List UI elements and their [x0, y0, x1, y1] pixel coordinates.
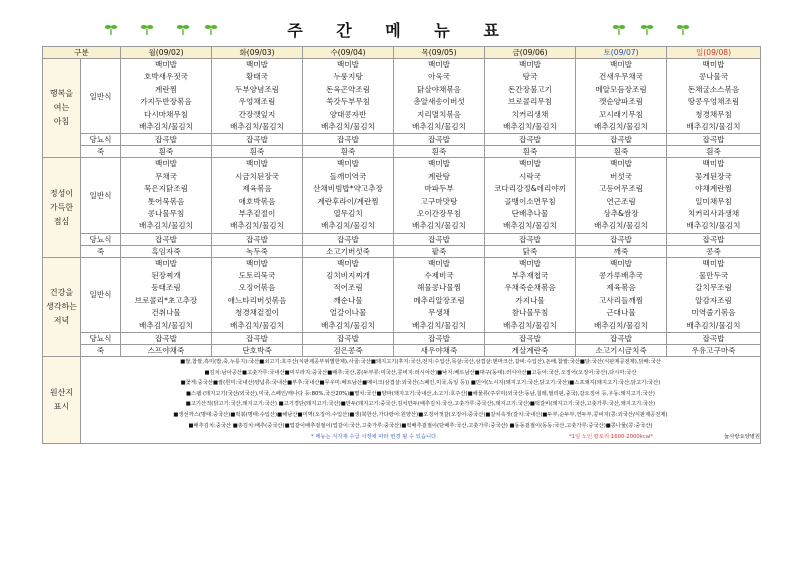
breakfast-diabetic-wed: 잡곡밥: [303, 134, 394, 146]
page-title: 주 간 메 뉴 표: [287, 21, 513, 40]
breakfast-diabetic-fri: 잡곡밥: [485, 134, 576, 146]
dinner-cell-wed: 백미밥 김치비지찌개 적어조림 깨순나물 얼갈이나물 배추김치/물김치: [303, 257, 394, 332]
origin-line: ■김치:남아공산■고춧가루:국내산■미꾸라지:중국산■배추:국산,콩(두부류:미국산,콩비지:러시아산)■낙지:베트남산■대구(동태):러시아산■고등어:국산,오징어(오징어:국산),다시마:국산: [204, 369, 637, 376]
dinner-label: 건강을 생각하는 저녁: [43, 257, 81, 356]
breakfast-diabetic-sat: 잡곡밥: [576, 134, 667, 146]
breakfast-porridge-label: 죽: [81, 146, 121, 158]
lunch-cell-thu: 백미밥 계란탕 마파두부 고구마맛탕 오이간장무침 배추김치/물김치: [394, 158, 485, 233]
dinner-porridge-sat: 소고기시금치죽: [576, 345, 667, 357]
origin-info: [81, 357, 761, 444]
dinner-porridge-row: [43, 345, 761, 357]
breakfast-diabetic-label: 당뇨식: [81, 134, 121, 146]
dinner-cell-tue: 백미밥 도토리묵국 오징어볶음 애느타리버섯볶음 청경채겉절이 배추김치/물김치: [212, 257, 303, 332]
dinner-porridge-mon: 스프야채죽: [121, 345, 212, 357]
breakfast-regular-row: [43, 59, 761, 134]
dinner-cell-sun: 백미밥 물만두국 갈치무조림 알감자조림 미역줄기볶음 배추김치/물김치: [667, 257, 761, 332]
breakfast-porridge-wed: 흰죽: [303, 146, 394, 158]
lunch-porridge-mon: 흑임자죽: [121, 245, 212, 257]
dinner-porridge-wed: 검은콩죽: [303, 345, 394, 357]
header-day-mon: 월(09/02): [121, 47, 212, 59]
footer-notes: [81, 432, 760, 443]
lunch-porridge-row: [43, 245, 761, 257]
dinner-diabetic-tue: 잡곡밥: [212, 333, 303, 345]
lunch-cell-fri: 백미밥 시락국 코다리강정&데리야끼 골뱅이소면무침 단배추나물 배추김치/물김치: [485, 158, 576, 233]
dinner-diabetic-row: [43, 333, 761, 345]
menu-change-note: * 메뉴는 식자재 수급 사정에 따라 변경 될 수 있습니다.: [311, 434, 438, 441]
lunch-cell-sun: 백미밥 꽃게된장국 야채계란찜 일미채무침 치커리사과생채 배추김치/물김치: [667, 158, 761, 233]
dinner-regular-label: 일반식: [81, 257, 121, 332]
calorie-note: *1일 노인 칼로리:1600-2000kcal*: [569, 434, 654, 441]
header-day-sat: 토(09/07): [576, 47, 667, 59]
breakfast-diabetic-thu: 잡곡밥: [394, 134, 485, 146]
lunch-porridge-label: 죽: [81, 245, 121, 257]
header-day-fri: 금(09/06): [485, 47, 576, 59]
breakfast-porridge-thu: 흰죽: [394, 146, 485, 158]
dinner-cell-sat: 백미밥 콩가루배추국 제육볶음 고사리들깨찜 근대나물 배추김치/물김치: [576, 257, 667, 332]
header-row: [43, 47, 761, 59]
breakfast-cell-mon: 백미밥 호박새우젓국 계란찜 가지두반장볶음 다시마채무침 배추김치/물김치: [121, 59, 212, 134]
dinner-diabetic-wed: 잡곡밥: [303, 333, 394, 345]
breakfast-porridge-mon: 흰죽: [121, 146, 212, 158]
origin-line: ■배추김치:중국산 ■총김치:배추(중국산)■업갈이배추겉절이(업갈이:국산,고춧가루:중국산)■떡배추겉절이(단배추:국산,고춧가루:중국산) ■동동겉절이(동동:국산,고춧가루:중국산)■콩나물(콩:중국산): [188, 422, 653, 429]
lunch-label: 정성이 가득한 점심: [43, 158, 81, 257]
origin-line: ■고기산적(닭고기:국산,돼지고기:국산) ■고기경단(돼지고기:국산)■만두(돼지고기:중국산,김치만두(배추김치:국산,고춧가루:중국산),돼지고기:국산)■떡갈비(돼지고기:국산,고춧가루:국산,돼지고기:국산): [185, 401, 656, 408]
lunch-regular-label: 일반식: [81, 158, 121, 233]
breakfast-porridge-tue: 흰죽: [212, 146, 303, 158]
breakfast-diabetic-mon: 잡곡밥: [121, 134, 212, 146]
lunch-porridge-wed: 소고기버섯죽: [303, 245, 394, 257]
breakfast-cell-tue: 백미밥 황태국 두부양념조림 우엉채조림 간장깻잎지 배추김치/물김치: [212, 59, 303, 134]
menu-table: [42, 46, 761, 444]
breakfast-cell-fri: 백미밥 탕국 돈간장불고기 브로콜리무침 치커리생채 배추김치/물김치: [485, 59, 576, 134]
dinner-diabetic-fri: 잡곡밥: [485, 333, 576, 345]
lunch-diabetic-tue: 잡곡밥: [212, 233, 303, 245]
origin-line: ■꽃게:중국산■쌀(흰미:국내산)양념류:국내산■부추:국내산■무우미:베트남산■메이크(삼겹살:외국산(스페인,미국,독일 등)) ■민어(노시지(돼지고기:국산,닭고기:국산)■스프돼지(돼지고기:국산,닭고기:국산): [180, 380, 661, 387]
lunch-porridge-sat: 깨죽: [576, 245, 667, 257]
origin-line: ■스팸 (돼지고기(국산/외국산),미국,스페인/캐나다 등:80%,국산20%)■멸치:국산■양파(돼지고기:국내산,소고기:호주산)■해물류(주꾸미(외국산:동남,칠레,필리핀,중국),갑오징어 등,우동:돼지고기:국산): [186, 390, 655, 397]
lunch-diabetic-row: [43, 233, 761, 245]
lunch-diabetic-thu: 잡곡밥: [394, 233, 485, 245]
dinner-porridge-tue: 단호박죽: [212, 345, 303, 357]
header-gubun: 구분: [43, 47, 121, 59]
dinner-cell-mon: 백미밥 된장찌개 동태조림 브로콜리*초고추장 건취나물 배추김치/물김치: [121, 257, 212, 332]
lunch-diabetic-fri: 잡곡밥: [485, 233, 576, 245]
breakfast-regular-label: 일반식: [81, 59, 121, 134]
breakfast-porridge-sun: 흰죽: [667, 146, 761, 158]
lunch-cell-sat: 백미밥 버섯국 고등어무조림 연근조림 상추&쌈장 배추김치/물김치: [576, 158, 667, 233]
breakfast-label: 행복을 여는 아침: [43, 59, 81, 158]
lunch-porridge-thu: 팥죽: [394, 245, 485, 257]
lunch-cell-mon: 백미밥 무채국 묵은지닭조림 톳어묵볶음 콩나물무침 배추김치/물김치: [121, 158, 212, 233]
dinner-cell-fri: 백미밥 부추재첩국 우채죽순채볶음 가지나물 참나물무침 배추김치/물김치: [485, 257, 576, 332]
sprout-icon: [612, 22, 626, 36]
breakfast-diabetic-tue: 잡곡밥: [212, 134, 303, 146]
breakfast-cell-thu: 백미밥 아욱국 닭살야채볶음 총알새송이버섯 지리멸치볶음 배추김치/물김치: [394, 59, 485, 134]
breakfast-cell-sat: 백미밥 건새우무채국 메알모듬장조림 깻순양파조림 꼬시래기무침 배추김치/물김치: [576, 59, 667, 134]
breakfast-cell-wed: 백미밥 누룽지탕 돈육곤약조림 쑥갓두부무침 양대콩자반 배추김치/물김치: [303, 59, 394, 134]
dinner-diabetic-label: 당뇨식: [81, 333, 121, 345]
sprout-icon: [676, 22, 690, 36]
dinner-diabetic-sun: 잡곡밥: [667, 333, 761, 345]
header-day-wed: 수(09/04): [303, 47, 394, 59]
lunch-cell-wed: 백미밥 들깨미역국 산채비빔밥*약고추장 계란후라이/계란찜 열무김치 배추김치/물김치: [303, 158, 394, 233]
dinner-porridge-sun: 우유고구마죽: [667, 345, 761, 357]
hospital-name: 늘사랑요양병원: [724, 434, 760, 441]
dinner-diabetic-sat: 잡곡밥: [576, 333, 667, 345]
origin-line: ■생선까스(명태:중국산)■떡볶(명태:수입산)■해남산■미역(오징어:수입산)■생(북한산,가다랑어:원양산)■오징어젓갈(오징어:중국산)■갈치속젓(갈치:국내산)■두부,순두부,연두부,콩비지(콩:외국산/식판제공전제): [173, 412, 668, 418]
title-bar: [0, 14, 800, 44]
dinner-cell-thu: 백미밥 수제비국 해물콩나물찜 메추리알장조림 무생채 배추김치/물김치: [394, 257, 485, 332]
dinner-regular-row: [43, 257, 761, 332]
header-day-sun: 일(09/08): [667, 47, 761, 59]
breakfast-cell-sun: 백미밥 콩나물국 돈채굴소스볶음 땅콩우엉채조림 청경채무침 배추김치/물김치: [667, 59, 761, 134]
breakfast-porridge-sat: 흰죽: [576, 146, 667, 158]
lunch-porridge-sun: 콩죽: [667, 245, 761, 257]
lunch-porridge-tue: 녹두죽: [212, 245, 303, 257]
lunch-diabetic-sun: 잡곡밥: [667, 233, 761, 245]
origin-line: ■쌀,찹쌀,흑미(밥,죽,누룽지):국산■쇠고기:호주산(식판제공부위별한제),사골:국산■돼지고기(후지:국산,전지:수입산,목살:국산,삼겹살:덴마크산,갈비:수입산),돈배,찹쌀:국산■닭:국산(식판제공전제),닭배:국산: [180, 359, 661, 366]
breakfast-porridge-fri: 흰죽: [485, 146, 576, 158]
dinner-porridge-thu: 새우야채죽: [394, 345, 485, 357]
lunch-diabetic-label: 당뇨식: [81, 233, 121, 245]
breakfast-diabetic-sun: 잡곡밥: [667, 134, 761, 146]
dinner-diabetic-thu: 잡곡밥: [394, 333, 485, 345]
dinner-diabetic-mon: 잡곡밥: [121, 333, 212, 345]
breakfast-porridge-row: [43, 146, 761, 158]
lunch-cell-tue: 백미밥 시금치된장국 제육볶음 애호박볶음 부추겉절이 배추김치/물김치: [212, 158, 303, 233]
lunch-regular-row: [43, 158, 761, 233]
header-day-tue: 화(09/03): [212, 47, 303, 59]
breakfast-diabetic-row: [43, 134, 761, 146]
origin-row: [43, 357, 761, 444]
dinner-porridge-label: 죽: [81, 345, 121, 357]
header-day-thu: 목(09/05): [394, 47, 485, 59]
lunch-porridge-fri: 닭죽: [485, 245, 576, 257]
origin-label: 원산지 표시: [43, 357, 81, 444]
dinner-porridge-fri: 게살계란죽: [485, 345, 576, 357]
sprout-icon: [640, 22, 654, 36]
lunch-diabetic-sat: 잡곡밥: [576, 233, 667, 245]
lunch-diabetic-mon: 잡곡밥: [121, 233, 212, 245]
lunch-diabetic-wed: 잡곡밥: [303, 233, 394, 245]
